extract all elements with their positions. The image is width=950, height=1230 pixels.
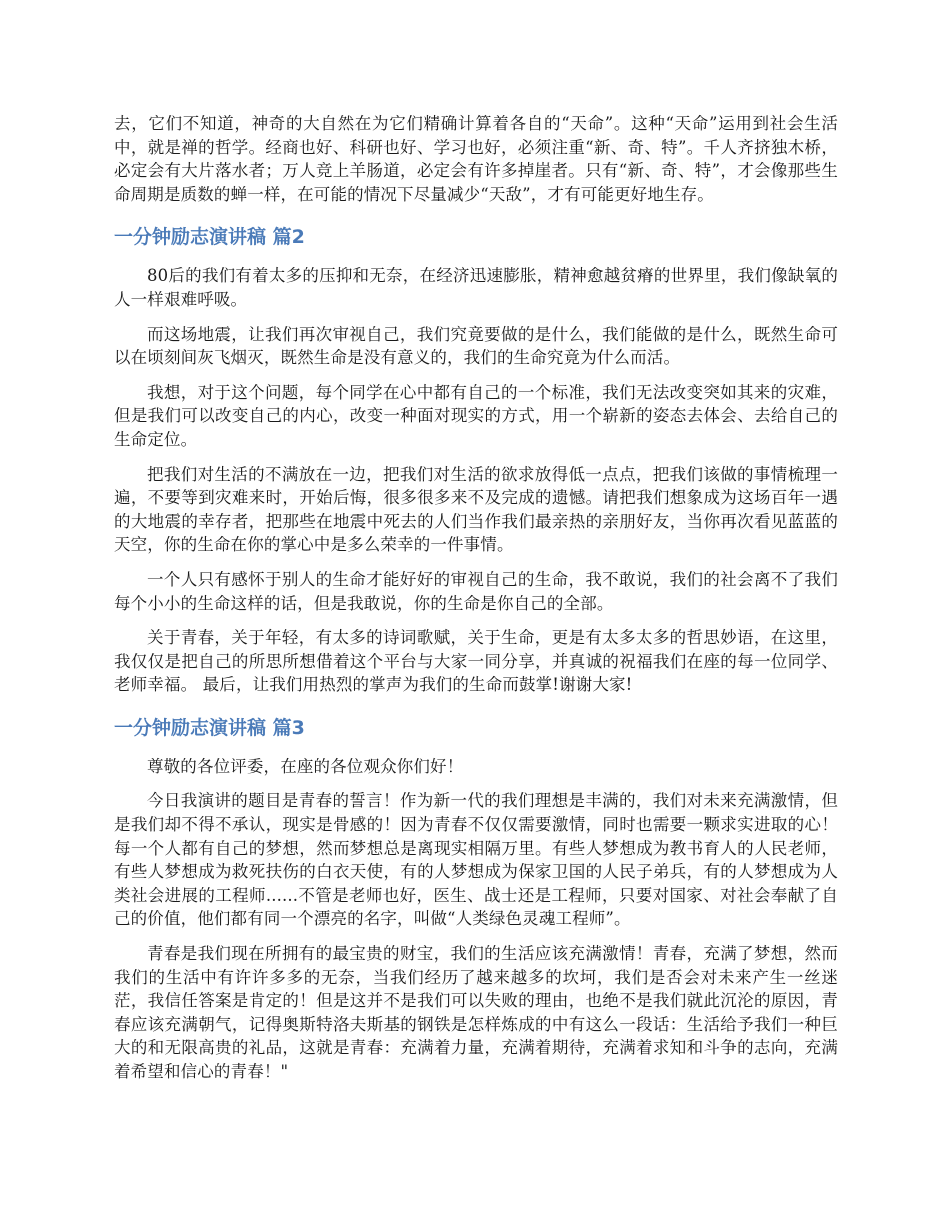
paragraph: 80后的我们有着太多的压抑和无奈，在经济迅速膨胀，精神愈越贫瘠的世界里，我们像缺氧的人一样艰难呼吸。 xyxy=(114,266,838,309)
paragraph: 我想，对于这个问题，每个同学在心中都有自己的一个标准，我们无法改变突如其来的灾难，但是我们可以改变自己的内心，改变一种面对现实的方式，用一个崭新的姿态去体会、去给自己的生命定位。 xyxy=(114,382,838,449)
paragraph: 关于青春，关于年轻，有太多的诗词歌赋，关于生命，更是有太多太多的哲思妙语，在这里，我仅仅是把自己的所思所想借着这个平台与大家一同分享，并真诚的祝福我们在座的每一位同学、老师幸福。 最后，让我们用热烈的掌声为我们的生命而鼓掌!谢谢大家! xyxy=(114,628,838,695)
paragraph: 尊敬的各位评委，在座的各位观众你们好！ xyxy=(147,756,464,776)
section-heading: 一分钟励志演讲稿 篇2 xyxy=(114,226,305,249)
paragraph: 今日我演讲的题目是青春的誓言！作为新一代的我们理想是丰满的，我们对未来充满激情，但是我们却不得不承认，现实是骨感的！因为青春不仅仅需要激情，同时也需要一颗求实进取的心！每一个人都有自己的梦想，然而梦想总是离现实相隔万里。有些人梦想成为教书育人的人民老师，有些人梦想成为救死扶伤的白衣天使，有的人梦想成为保家卫国的人民子弟兵，有的人梦想成为人类社会进展的工程师......不管是老师也好，医生、战士还是工程师，只要对国家、对社会奉献了自己的价值，他们都有同一个漂亮的名字，叫做“人类绿色灵魂工程师”。 xyxy=(114,791,838,929)
paragraph: 去，它们不知道，神奇的大自然在为它们精确计算着各自的“天命”。这种“天命”运用到社会生活中，就是禅的哲学。经商也好、科研也好、学习也好，必须注重“新、奇、特”。千人齐挤独木桥，必定会有大片落水者；万人竞上羊肠道，必定会有许多掉崖者。只有“新、奇、特”，才会像那些生命周期是质数的蝉一样，在可能的情况下尽量减少“天敌”，才有可能更好地生存。 xyxy=(114,114,838,204)
paragraph: 一个人只有感怀于别人的生命才能好好的审视自己的生命，我不敢说，我们的社会离不了我们每个小小的生命这样的话，但是我敢说，你的生命是你自己的全部。 xyxy=(114,569,838,613)
paragraph: 而这场地震，让我们再次审视自己，我们究竟要做的是什么，我们能做的是什么，既然生命可以在顷刻间灰飞烟灭，既然生命是没有意义的，我们的生命究竟为什么而活。 xyxy=(114,324,838,368)
paragraph: 把我们对生活的不满放在一边，把我们对生活的欲求放得低一点点，把我们该做的事情梳理一遍，不要等到灾难来时，开始后悔，很多很多来不及完成的遗憾。请把我们想象成为这场百年一遇的大地震的幸存者，把那些在地震中死去的人们当作我们最亲热的亲朋好友，当你再次看见蓝蓝的天空，你的生命在你的掌心中是多么荣幸的一件事情。 xyxy=(114,464,838,555)
paragraph: 青春是我们现在所拥有的最宝贵的财宝，我们的生活应该充满激情！青春，充满了梦想，然而我们的生活中有许许多多的无奈，当我们经历了越来越多的坎坷，我们是否会对未来产生一丝迷茫，我信任答案是肯定的！但是这并不是我们可以失败的理由，也绝不是我们就此沉沦的原因，青春应该充满朝气，记得奥斯特洛夫斯基的钢铁是怎样炼成的中有这么一段话：生活给予我们一种巨大的和无限高贵的礼品，这就是青春：充满着力量，充满着期待，充满着求知和斗争的志向，充满着希望和信心的青春！" xyxy=(114,944,838,1081)
document-page xyxy=(114,112,838,1084)
section-heading: 一分钟励志演讲稿 篇3 xyxy=(114,716,305,739)
